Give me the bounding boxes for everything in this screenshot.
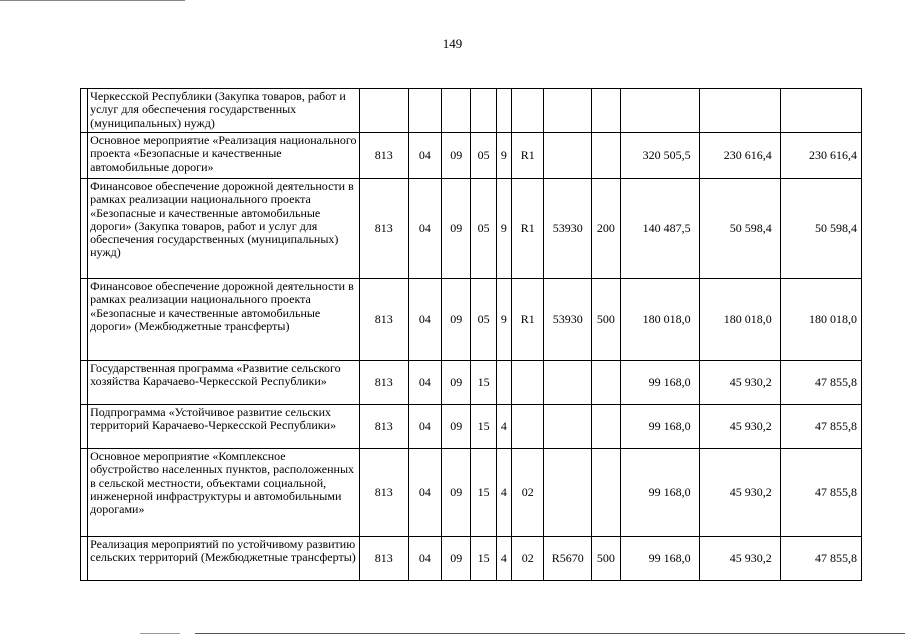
- code-expense-type-cell: 500: [592, 279, 620, 361]
- bottom-edge-mark: [140, 633, 180, 634]
- code-subsection-cell: 09: [442, 449, 471, 537]
- amount-year-3-cell: 47 855,8: [780, 449, 861, 537]
- code-program-cell: 05: [471, 179, 496, 279]
- code-section-cell: 04: [408, 361, 441, 405]
- code-direction-cell: [544, 361, 592, 405]
- table-row: [81, 405, 862, 449]
- row-marker-cell: [81, 179, 88, 279]
- table-row: [81, 361, 862, 405]
- code-event-cell: R1: [512, 179, 544, 279]
- row-name-cell: Черкесской Республики (Закупка товаров, работ и услуг для обеспечения государственных (муниципальных) нужд): [88, 89, 360, 133]
- row-name-cell: Государственная программа «Развитие сельского хозяйства Карачаево-Черкесской Республики»: [88, 361, 360, 405]
- amount-year-3-cell: 47 855,8: [780, 537, 861, 581]
- amount-year-2-cell: 45 930,2: [699, 537, 780, 581]
- amount-year-1-cell: 99 168,0: [620, 537, 699, 581]
- code-event-cell: [512, 89, 544, 133]
- row-marker-cell: [81, 133, 88, 179]
- row-marker-cell: [81, 279, 88, 361]
- code-ministry-cell: 813: [359, 537, 408, 581]
- amount-year-1-cell: 180 018,0: [620, 279, 699, 361]
- bottom-edge-line: [195, 633, 905, 634]
- row-marker-cell: [81, 361, 88, 405]
- row-name-cell: Финансовое обеспечение дорожной деятельности в рамках реализации национального проекта «Безопасные и качественные автомобильные дороги» (Закупка товаров, работ и услуг для обеспечения государственных (муниципальных) нужд): [88, 179, 360, 279]
- code-subprogram-cell: 9: [496, 179, 511, 279]
- top-edge-line: [0, 0, 185, 1]
- budget-table: [80, 88, 862, 581]
- code-subsection-cell: 09: [442, 405, 471, 449]
- amount-year-2-cell: 45 930,2: [699, 361, 780, 405]
- amount-year-3-cell: 47 855,8: [780, 361, 861, 405]
- row-marker-cell: [81, 405, 88, 449]
- code-section-cell: 04: [408, 279, 441, 361]
- code-ministry-cell: 813: [359, 361, 408, 405]
- amount-year-1-cell: [620, 89, 699, 133]
- code-expense-type-cell: 200: [592, 179, 620, 279]
- code-subsection-cell: [442, 89, 471, 133]
- amount-year-1-cell: 99 168,0: [620, 449, 699, 537]
- code-ministry-cell: 813: [359, 133, 408, 179]
- code-ministry-cell: 813: [359, 405, 408, 449]
- code-expense-type-cell: 500: [592, 537, 620, 581]
- code-section-cell: [408, 89, 441, 133]
- code-section-cell: 04: [408, 179, 441, 279]
- code-program-cell: 15: [471, 405, 496, 449]
- code-ministry-cell: [359, 89, 408, 133]
- code-direction-cell: [544, 449, 592, 537]
- row-marker-cell: [81, 89, 88, 133]
- code-ministry-cell: 813: [359, 179, 408, 279]
- table-row: [81, 279, 862, 361]
- code-event-cell: R1: [512, 133, 544, 179]
- code-subprogram-cell: 4: [496, 537, 511, 581]
- table-row: [81, 179, 862, 279]
- amount-year-2-cell: 230 616,4: [699, 133, 780, 179]
- code-direction-cell: 53930: [544, 279, 592, 361]
- amount-year-2-cell: 45 930,2: [699, 449, 780, 537]
- code-direction-cell: [544, 89, 592, 133]
- amount-year-2-cell: [699, 89, 780, 133]
- code-program-cell: 15: [471, 361, 496, 405]
- code-subsection-cell: 09: [442, 133, 471, 179]
- amount-year-3-cell: 230 616,4: [780, 133, 861, 179]
- code-ministry-cell: 813: [359, 449, 408, 537]
- row-name-cell: Основное мероприятие «Комплексное обустройство населенных пунктов, расположенных в сельской местности, объектами социальной, инженерной инфраструктуры и автомобильными дорогами»: [88, 449, 360, 537]
- code-subsection-cell: 09: [442, 179, 471, 279]
- code-subprogram-cell: [496, 361, 511, 405]
- row-marker-cell: [81, 449, 88, 537]
- amount-year-3-cell: 47 855,8: [780, 405, 861, 449]
- code-program-cell: 05: [471, 133, 496, 179]
- code-subprogram-cell: 4: [496, 449, 511, 537]
- code-direction-cell: [544, 133, 592, 179]
- code-event-cell: 02: [512, 449, 544, 537]
- amount-year-1-cell: 140 487,5: [620, 179, 699, 279]
- row-name-cell: Финансовое обеспечение дорожной деятельности в рамках реализации национального проекта «Безопасные и качественные автомобильные дороги» (Межбюджетные трансферты): [88, 279, 360, 361]
- amount-year-2-cell: 50 598,4: [699, 179, 780, 279]
- code-ministry-cell: 813: [359, 279, 408, 361]
- code-subsection-cell: 09: [442, 537, 471, 581]
- code-event-cell: R1: [512, 279, 544, 361]
- amount-year-2-cell: 45 930,2: [699, 405, 780, 449]
- code-section-cell: 04: [408, 449, 441, 537]
- code-expense-type-cell: [592, 449, 620, 537]
- code-section-cell: 04: [408, 133, 441, 179]
- code-expense-type-cell: [592, 361, 620, 405]
- row-name-cell: Подпрограмма «Устойчивое развитие сельских территорий Карачаево-Черкесской Республики»: [88, 405, 360, 449]
- amount-year-3-cell: 180 018,0: [780, 279, 861, 361]
- table-row: [81, 89, 862, 133]
- table-row: [81, 537, 862, 581]
- table-row: [81, 449, 862, 537]
- code-subsection-cell: 09: [442, 361, 471, 405]
- page-number: 149: [442, 36, 463, 51]
- amount-year-1-cell: 99 168,0: [620, 361, 699, 405]
- code-direction-cell: R5670: [544, 537, 592, 581]
- code-direction-cell: [544, 405, 592, 449]
- code-subprogram-cell: 9: [496, 279, 511, 361]
- code-program-cell: 15: [471, 537, 496, 581]
- code-section-cell: 04: [408, 537, 441, 581]
- code-program-cell: [471, 89, 496, 133]
- code-event-cell: [512, 405, 544, 449]
- table-row: [81, 133, 862, 179]
- code-direction-cell: 53930: [544, 179, 592, 279]
- code-expense-type-cell: [592, 405, 620, 449]
- code-section-cell: 04: [408, 405, 441, 449]
- amount-year-3-cell: 50 598,4: [780, 179, 861, 279]
- code-expense-type-cell: [592, 133, 620, 179]
- code-expense-type-cell: [592, 89, 620, 133]
- amount-year-2-cell: 180 018,0: [699, 279, 780, 361]
- row-name-cell: Реализация мероприятий по устойчивому развитию сельских территорий (Межбюджетные трансферты): [88, 537, 360, 581]
- code-event-cell: [512, 361, 544, 405]
- row-marker-cell: [81, 537, 88, 581]
- amount-year-3-cell: [780, 89, 861, 133]
- code-program-cell: 05: [471, 279, 496, 361]
- amount-year-1-cell: 320 505,5: [620, 133, 699, 179]
- code-subprogram-cell: 9: [496, 133, 511, 179]
- amount-year-1-cell: 99 168,0: [620, 405, 699, 449]
- code-subsection-cell: 09: [442, 279, 471, 361]
- code-subprogram-cell: [496, 89, 511, 133]
- code-event-cell: 02: [512, 537, 544, 581]
- code-program-cell: 15: [471, 449, 496, 537]
- row-name-cell: Основное мероприятие «Реализация национального проекта «Безопасные и качественные автомобильные дороги»: [88, 133, 360, 179]
- code-subprogram-cell: 4: [496, 405, 511, 449]
